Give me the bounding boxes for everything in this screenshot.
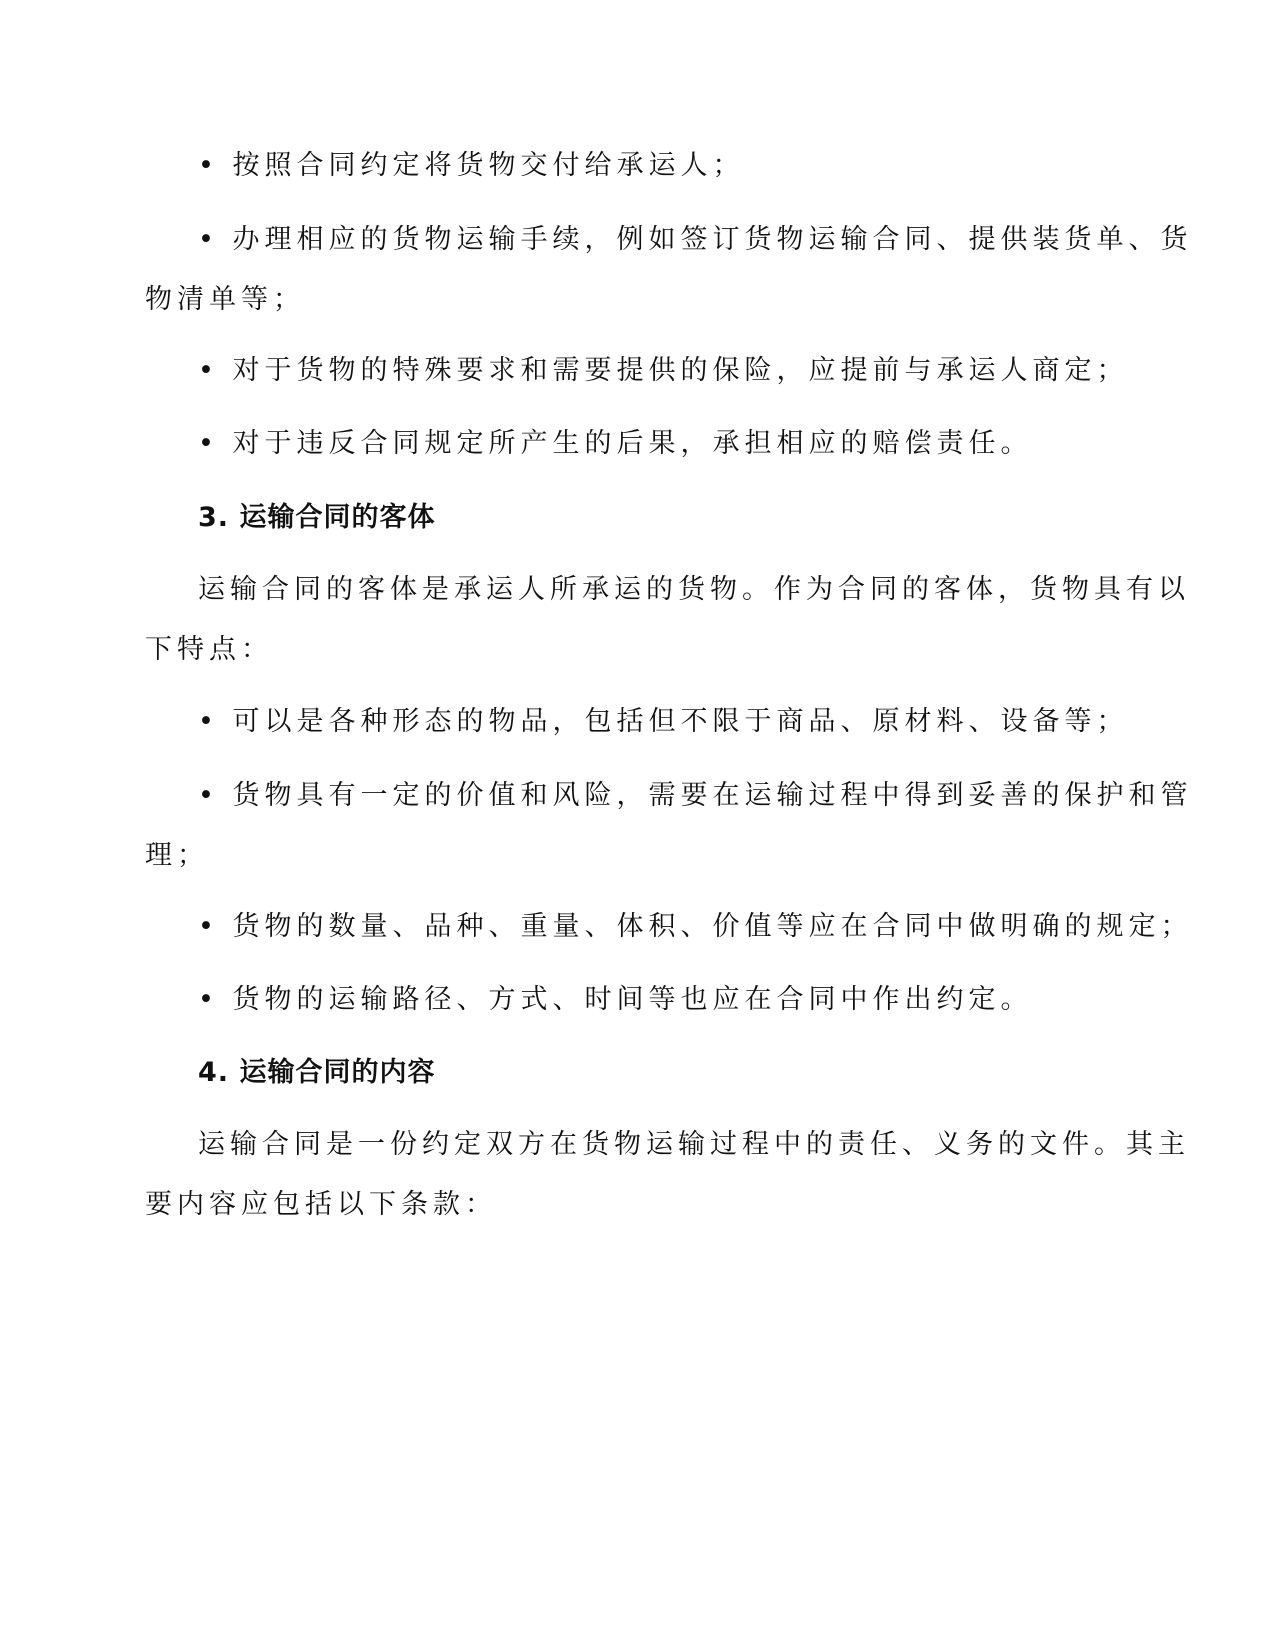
bullet-item: • 货物的数量、品种、重量、体积、价值等应在合同中做明确的规定； bbox=[198, 911, 1193, 942]
bullet-item: • 对于货物的特殊要求和需要提供的保险，应提前与承运人商定； bbox=[198, 355, 1129, 386]
bullet-item: • 可以是各种形态的物品，包括但不限于商品、原材料、设备等； bbox=[198, 706, 1129, 737]
bullet-item: • 货物的运输路径、方式、时间等也应在合同中作出约定。 bbox=[198, 984, 1033, 1015]
bullet-item: • 按照合同约定将货物交付给承运人； bbox=[198, 150, 745, 181]
bullet-item-continuation: 物清单等； bbox=[145, 284, 305, 315]
paragraph-line: 要内容应包括以下条款： bbox=[145, 1189, 497, 1220]
bullet-item: • 办理相应的货物运输手续，例如签订货物运输合同、提供装货单、货 bbox=[198, 224, 1193, 255]
bullet-item-continuation: 理； bbox=[145, 840, 209, 871]
paragraph-line: 运输合同是一份约定双方在货物运输过程中的责任、义务的文件。其主 bbox=[198, 1129, 1190, 1160]
section-heading: 3. 运输合同的客体 bbox=[198, 502, 436, 533]
bullet-item: • 货物具有一定的价值和风险，需要在运输过程中得到妥善的保护和管 bbox=[198, 780, 1193, 811]
paragraph-line: 运输合同的客体是承运人所承运的货物。作为合同的客体，货物具有以 bbox=[198, 574, 1190, 605]
paragraph-line: 下特点： bbox=[145, 634, 273, 665]
bullet-item: • 对于违反合同规定所产生的后果，承担相应的赔偿责任。 bbox=[198, 428, 1033, 459]
section-heading: 4. 运输合同的内容 bbox=[198, 1057, 436, 1088]
